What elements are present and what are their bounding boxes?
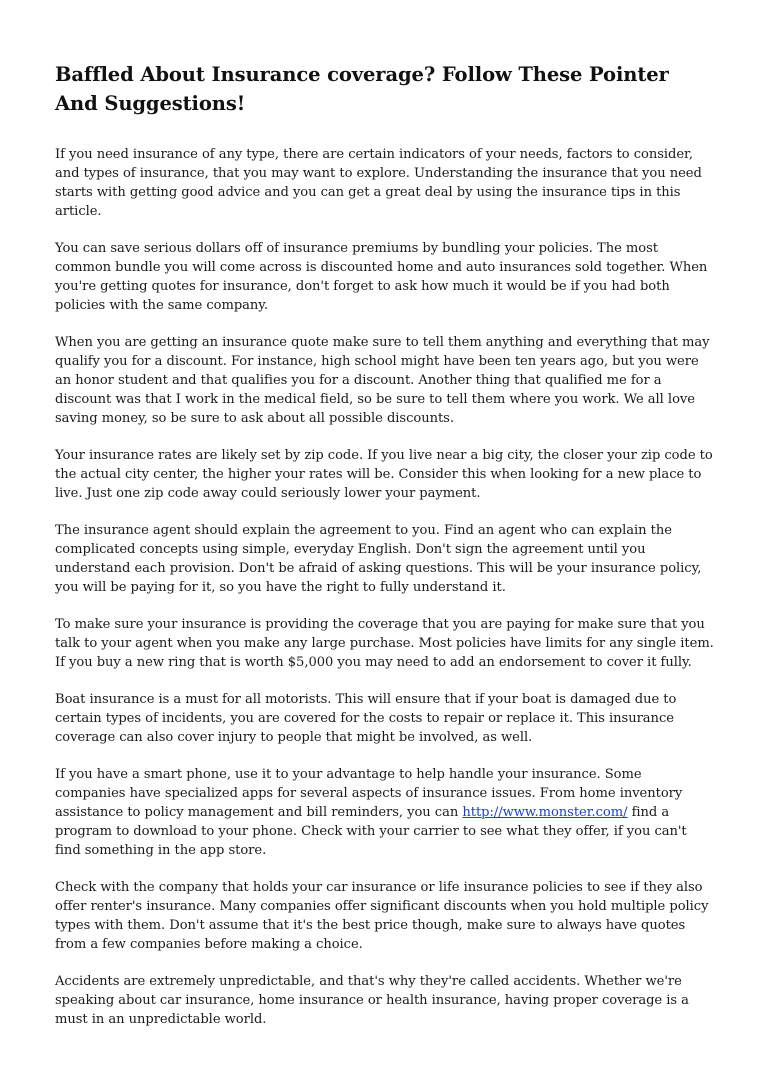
paragraph-bundling: You can save serious dollars off of insurance premiums by bundling your policies. The most common bundle you will come across is discounted home and auto insurances sold together. When you're getting quotes for insurance, don't forget to ask how much it would be if you had both policies with the same company. [55,241,708,313]
paragraph-large-purchase: To make sure your insurance is providing the coverage that you are paying for make sure that you talk to your agent when you make any large purchase. Most policies have limits for any single item. If you buy a new ring that is worth $5,000 you may need to add an endorsement to cover it fully. [55,617,714,670]
paragraph-smartphone [55,765,715,860]
paragraph-intro: If you need insurance of any type, there are certain indicators of your needs, factors to consider, and types of insurance, that you may want to explore. Understanding the insurance that you need starts with getting good advice and you can get a great deal by using the insurance tips in this article. [55,147,702,219]
paragraph-zip-code: Your insurance rates are likely set by zip code. If you live near a big city, the closer your zip code to the actual city center, the higher your rates will be. Consider this when looking for a new place to live. Just one zip code away could seriously lower your payment. [55,448,713,501]
monster-link[interactable]: http://www.monster.com/ [462,805,628,820]
paragraph-discounts: When you are getting an insurance quote make sure to tell them anything and everything that may qualify you for a discount. For instance, high school might have been ten years ago, but you were an honor student and that qualifies you for a discount. Another thing that qualified me for a discount was that I work in the medical field, so be sure to tell them where you work. We all love saving money, so be sure to ask about all possible discounts. [55,335,710,426]
smartphone-text-before-link: If you have a smart phone, use it to your advantage to help handle your insurance. Some companies have specialized apps for several aspects of insurance issues. From home inventory assistance to policy management and bill reminders, you can [55,767,683,820]
document-page [55,60,715,1047]
document-title: Baffled About Insurance coverage? Follow These Pointer And Suggestions! [55,63,669,115]
paragraph-accidents: Accidents are extremely unpredictable, and that's why they're called accidents. Whether we're speaking about car insurance, home insurance or health insurance, having proper coverage is a must in an unpredictable world. [55,974,689,1027]
paragraph-agent: The insurance agent should explain the agreement to you. Find an agent who can explain the complicated concepts using simple, everyday English. Don't sign the agreement until you understand each provision. Don't be afraid of asking questions. This will be your insurance policy, you will be paying for it, so you have the right to fully understand it. [55,523,702,595]
paragraph-boat: Boat insurance is a must for all motorists. This will ensure that if your boat is damaged due to certain types of incidents, you are covered for the costs to repair or replace it. This insurance coverage can also cover injury to people that might be involved, as well. [55,692,677,745]
smartphone-text-after-link: find a program to download to your phone. Check with your carrier to see what they offer, if you can't find something in the app store. [55,805,687,858]
paragraph-renters: Check with the company that holds your car insurance or life insurance policies to see if they also offer renter's insurance. Many companies offer significant discounts when you hold multiple policy types with them. Don't assume that it's the best price though, make sure to always have quotes from a few companies before making a choice. [55,880,709,952]
